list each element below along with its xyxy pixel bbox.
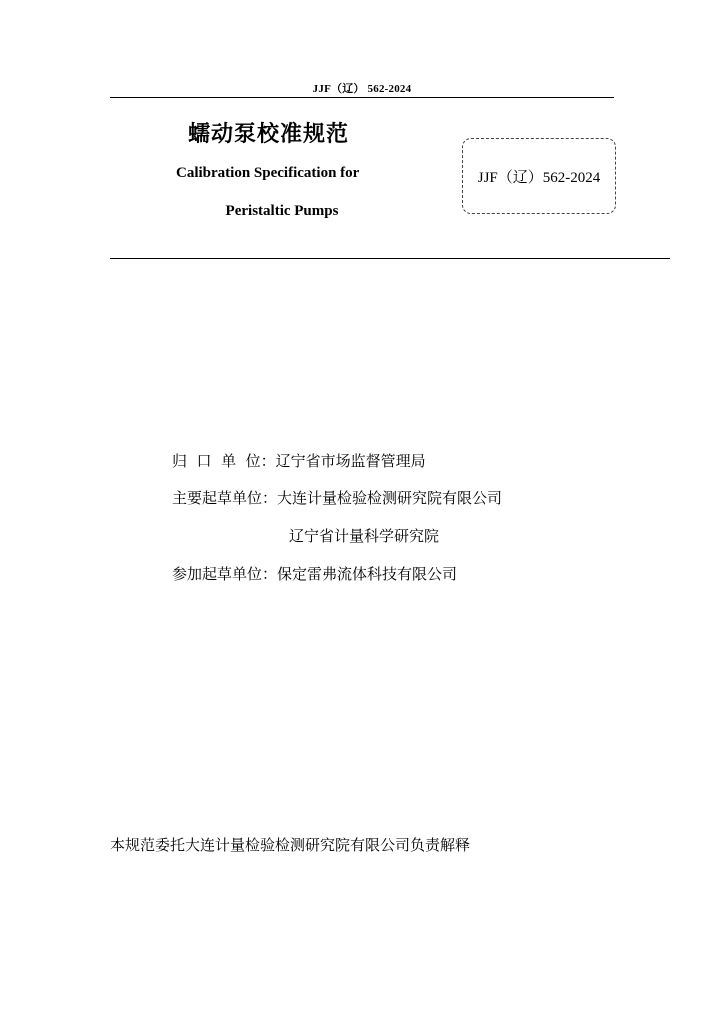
participating-unit-value: 保定雷弗流体科技有限公司	[277, 565, 458, 583]
main-drafting-unit-value-2: 辽宁省计量科学研究院	[289, 527, 440, 545]
participating-unit-label: 参加起草单位：	[172, 565, 278, 583]
responsible-unit-value: 辽宁省市场监督管理局	[275, 452, 426, 470]
standard-code-text: JJF（辽）562-2024	[477, 169, 601, 186]
title-english-line-1: Calibration Specification for	[176, 165, 360, 181]
main-drafting-unit-row-2	[289, 525, 439, 546]
standard-code-box	[462, 138, 616, 214]
main-drafting-unit-row	[172, 487, 502, 508]
main-divider	[110, 258, 670, 259]
header-standard-code: JJF（辽） 562-2024	[312, 83, 412, 95]
participating-unit-row	[172, 563, 457, 584]
responsible-unit-row	[172, 450, 426, 471]
interpretation-note: 本规范委托大连计量检验检测研究院有限公司负责解释	[110, 836, 471, 854]
title-english-line-2: Peristaltic Pumps	[225, 203, 339, 219]
main-drafting-unit-value-1: 大连计量检验检测研究院有限公司	[277, 489, 503, 507]
header-divider	[110, 97, 614, 98]
responsible-unit-label: 归 口 单 位：	[172, 452, 276, 470]
main-drafting-unit-label: 主要起草单位：	[172, 489, 278, 507]
title-chinese: 蠕动泵校准规范	[188, 122, 350, 147]
